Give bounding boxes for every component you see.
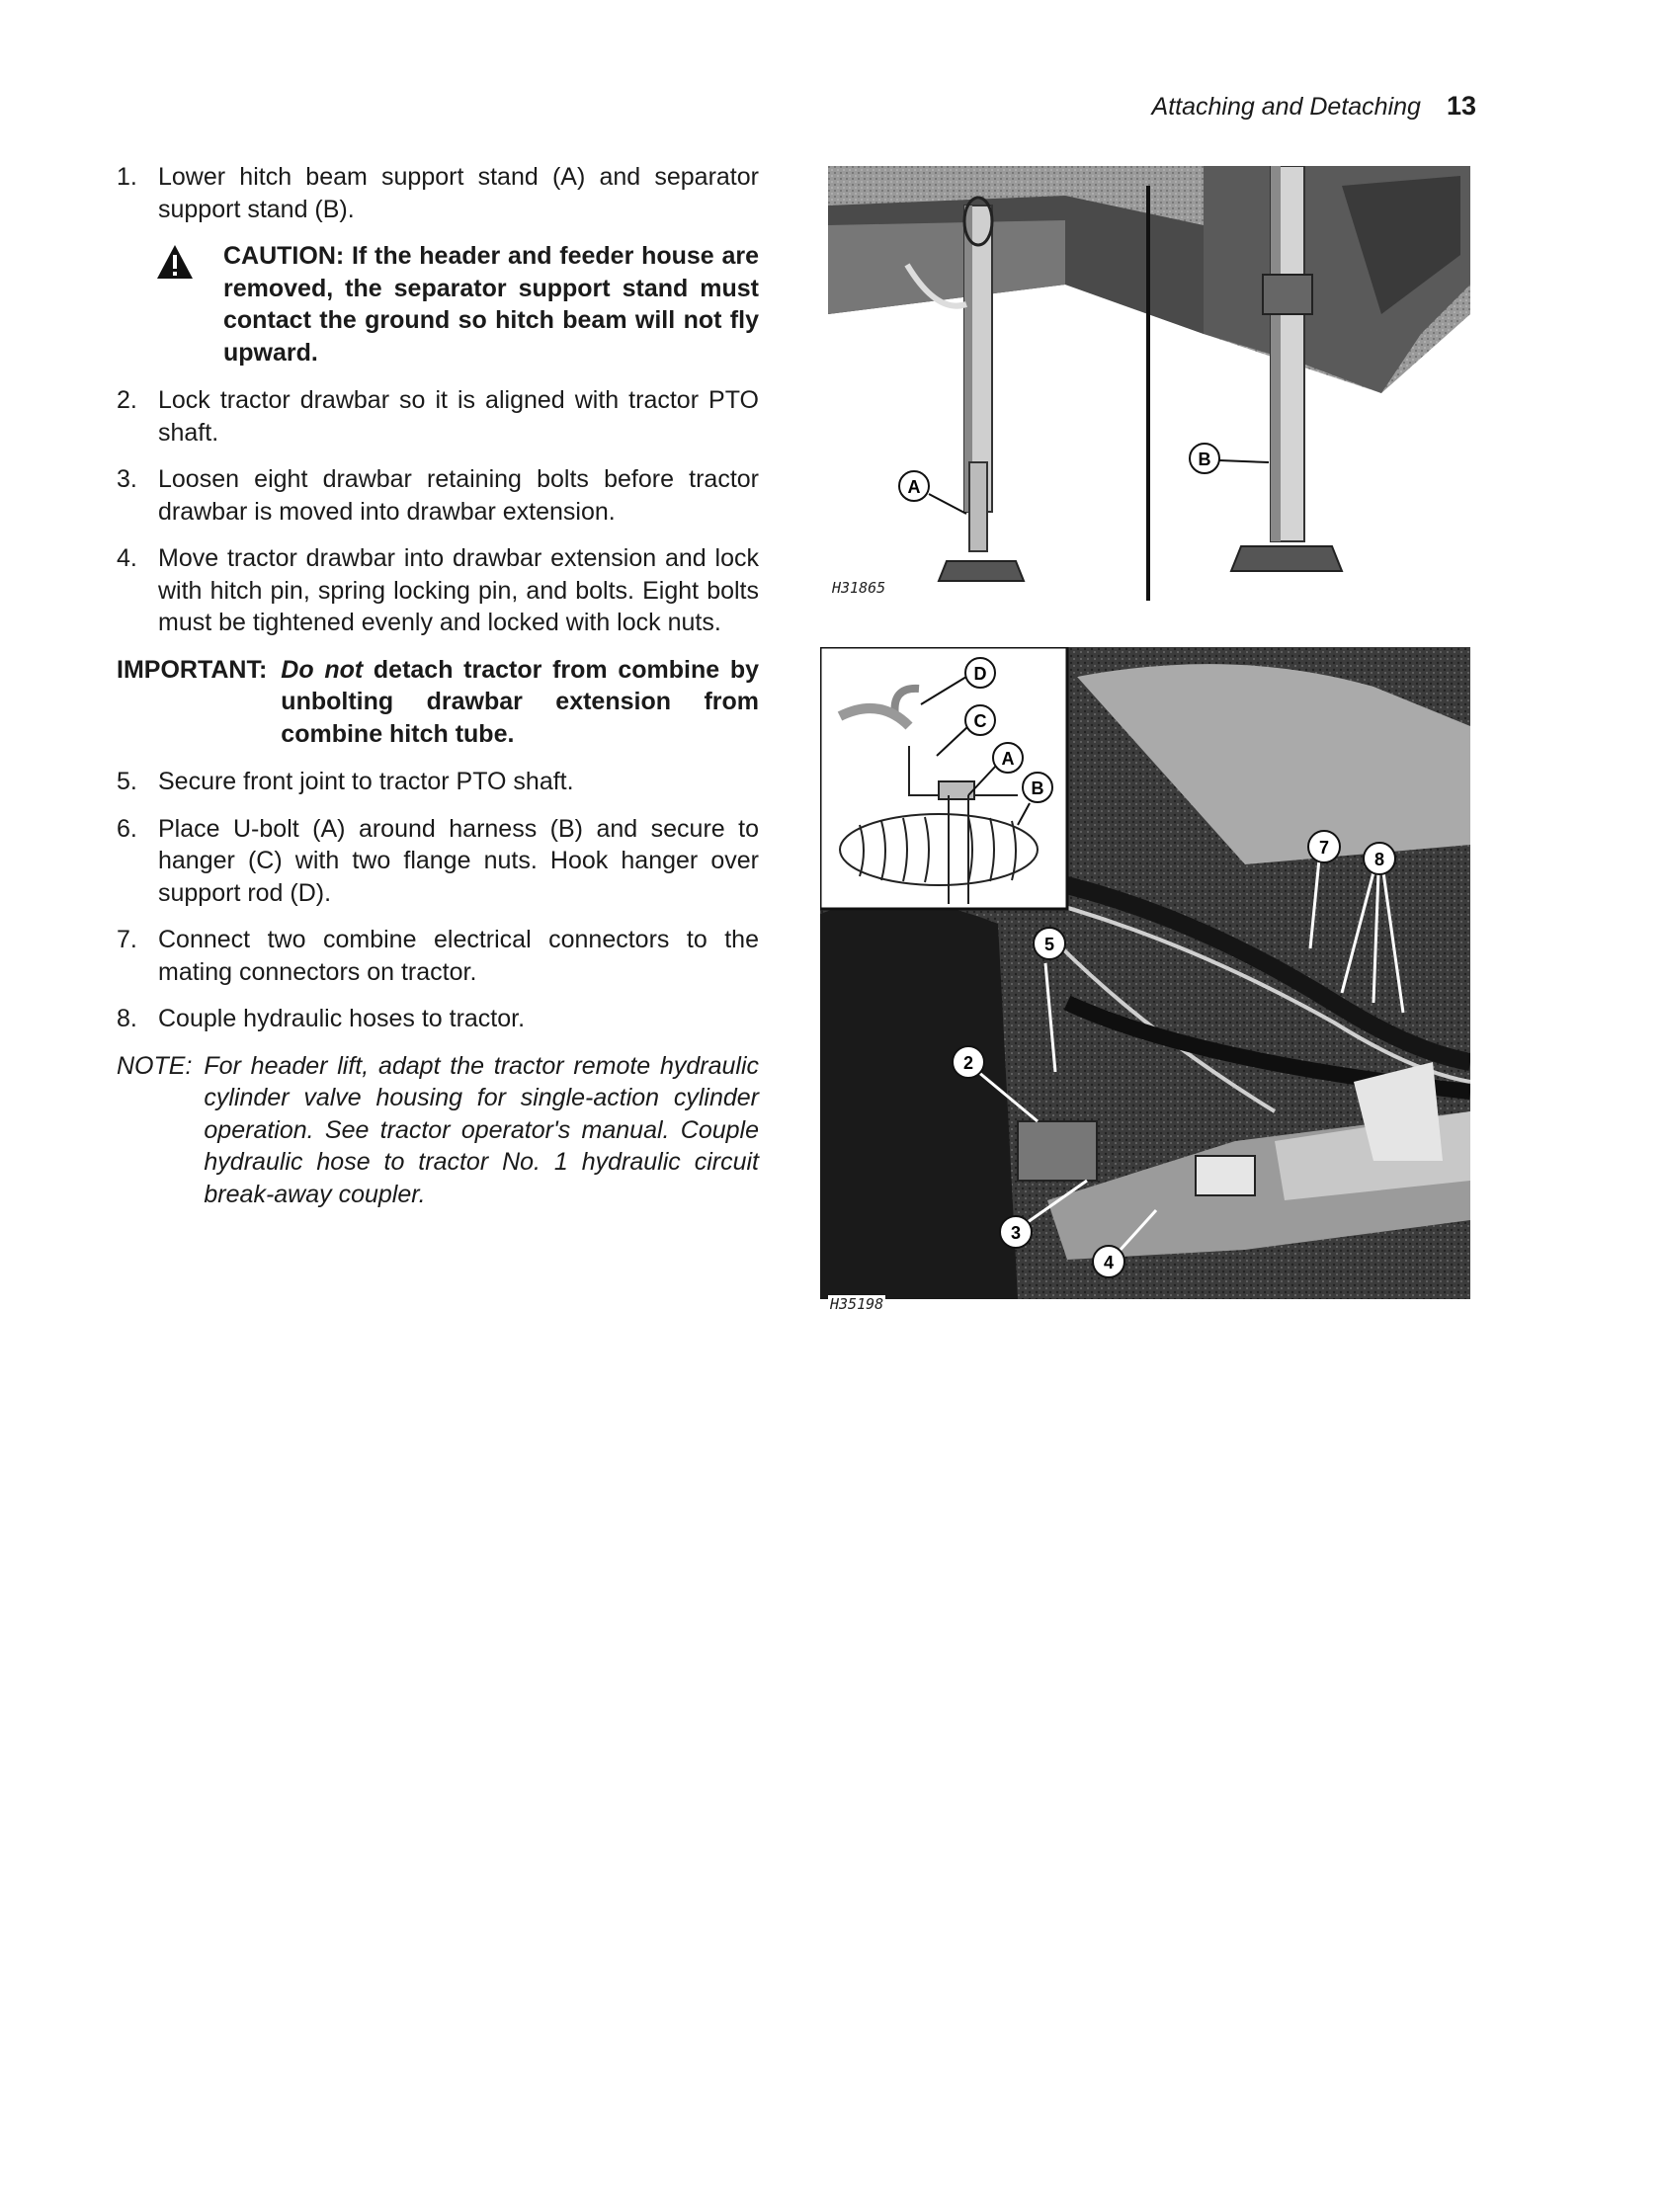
note-block (117, 1050, 759, 1211)
svg-text:8: 8 (1373, 850, 1385, 869)
step-4 (117, 542, 759, 639)
step-5 (117, 766, 759, 798)
svg-text:4: 4 (1103, 1253, 1115, 1272)
important-label: IMPORTANT: (117, 655, 268, 684)
support-stands-illustration (828, 166, 1470, 601)
step-number: 6. (117, 814, 137, 843)
step-number: 2. (117, 386, 137, 414)
step-text: Loosen eight drawbar retaining bolts before tractor drawbar is moved into drawbar extension. (158, 465, 759, 526)
svg-text:5: 5 (1043, 935, 1055, 954)
step-text: Lower hitch beam support stand (A) and separator support stand (B). (158, 163, 759, 223)
warning-triangle-icon (156, 240, 202, 369)
svg-text:C: C (973, 711, 987, 731)
svg-text:B: B (1198, 450, 1211, 469)
caution-block (156, 240, 759, 369)
step-text: Couple hydraulic hoses to tractor. (158, 1005, 526, 1032)
page-header (1152, 91, 1476, 122)
instructions-column (117, 161, 759, 1210)
svg-text:2: 2 (962, 1053, 974, 1073)
step-number: 1. (117, 163, 137, 191)
figure-code: H35198 (830, 1295, 884, 1313)
step-text: Secure front joint to tractor PTO shaft. (158, 768, 574, 795)
step-number: 4. (117, 544, 137, 572)
note-label: NOTE: (117, 1051, 193, 1080)
svg-text:A: A (1001, 749, 1015, 769)
svg-text:D: D (973, 664, 987, 684)
figure-support-stands (828, 166, 1470, 601)
step-text: Connect two combine electrical connectors to the mating connectors on tractor. (158, 926, 759, 986)
step-number: 5. (117, 768, 137, 795)
step-number: 3. (117, 465, 137, 493)
step-number: 8. (117, 1005, 137, 1032)
figure-code: H31865 (832, 579, 886, 597)
svg-text:7: 7 (1318, 838, 1330, 858)
step-number: 7. (117, 926, 137, 953)
note-text: For header lift, adapt the tractor remote hydraulic cylinder valve housing for single-action cylinder operation. See tractor operator's manual. Couple hydraulic hose to tractor No. 1 hydraulic circuit break-away coupler. (204, 1051, 759, 1208)
step-text: Place U-bolt (A) around harness (B) and secure to hanger (C) with two flange nuts. Hook hanger over support rod (D). (158, 814, 759, 907)
step-8 (117, 1003, 759, 1035)
step-7 (117, 924, 759, 988)
svg-text:B: B (1031, 778, 1044, 798)
step-6 (117, 813, 759, 910)
step-3 (117, 463, 759, 528)
hitch-connections-illustration (820, 647, 1470, 1319)
step-text: Move tractor drawbar into drawbar extension and lock with hitch pin, spring locking pin, and bolts. Eight bolts must be tightened evenly and locked with lock nuts. (158, 544, 759, 636)
svg-text:A: A (907, 477, 921, 497)
svg-text:3: 3 (1010, 1223, 1022, 1243)
figure-hitch-connections (820, 647, 1470, 1319)
step-text: Lock tractor drawbar so it is aligned with tractor PTO shaft. (158, 386, 759, 447)
section-title: Attaching and Detaching (1151, 93, 1421, 121)
step-2 (117, 384, 759, 449)
important-emphasis: Do not (281, 655, 364, 684)
important-block (117, 654, 759, 751)
caution-text: CAUTION: If the header and feeder house are removed, the separator support stand must contact the ground so hitch beam will not fly upward. (223, 242, 759, 367)
important-body: detach tractor from combine by unbolting drawbar extension from combine hitch tube. (281, 655, 759, 748)
page-number: 13 (1446, 91, 1476, 121)
step-1 (117, 161, 759, 225)
important-text (281, 654, 759, 751)
